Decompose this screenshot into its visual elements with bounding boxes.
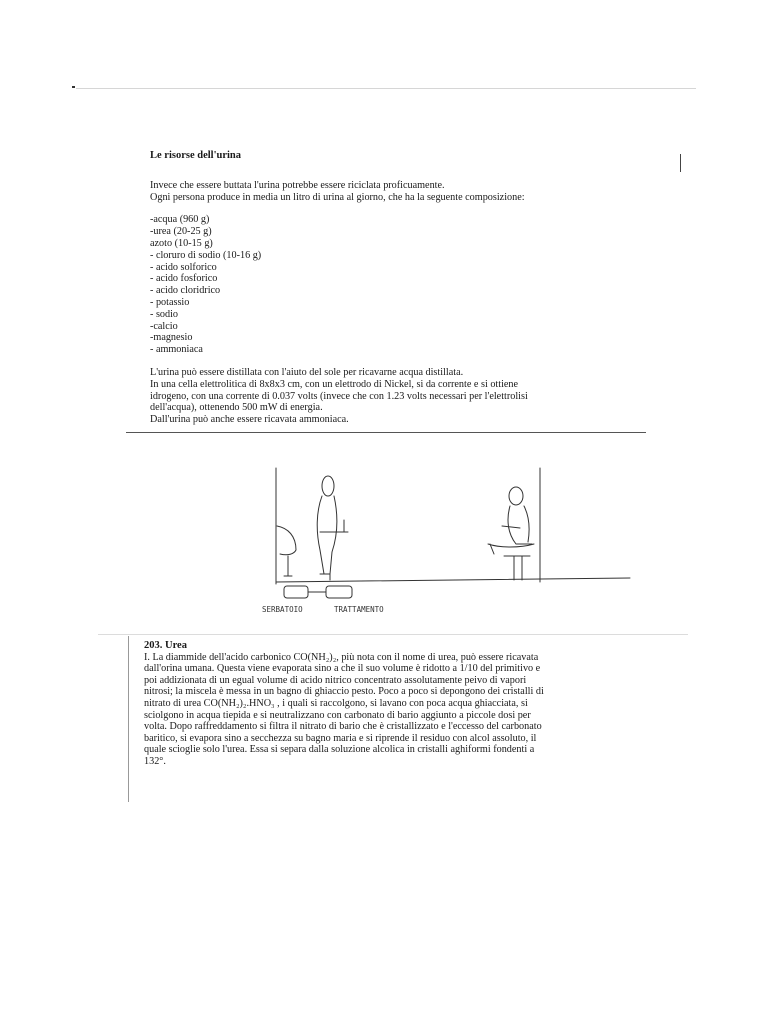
label-tank: SERBATOIO [262, 605, 303, 614]
section-divider [126, 432, 646, 433]
scan-mark [72, 86, 75, 88]
distill-line: In una cella elettrolitica di 8x8x3 cm, con un elettrodo di Nickel, si da corrente e si ottiene [150, 378, 519, 390]
list-item: azoto (10-15 g) [150, 237, 213, 249]
list-item: -magnesio [150, 332, 193, 344]
urea-line: volta. Dopo raffreddamento si filtra il nitrato di bario che è cristallizzato e l'eccesso del carbonato [144, 721, 542, 733]
distill-line: dell'acqua), ottenendo 500 mW di energia. [150, 402, 323, 414]
urea-line: sciolgono in acqua tiepida e si neutralizzano con carbonato di bario aggiunto a piccole dosi per [144, 709, 531, 721]
urea-line: 132°. [144, 755, 166, 767]
label-treatment: TRATTAMENTO [334, 605, 384, 614]
urea-line: dall'orina umana. Questa viene evaporata sino a che il suo volume è ridotto a 1/10 del primitivo e [144, 663, 541, 675]
section-title: Le risorse dell'urina [150, 150, 241, 161]
list-item: -urea (20-25 g) [150, 226, 212, 238]
text-cursor [680, 154, 681, 172]
distill-line: Dall'urina può anche essere ricavata ammoniaca. [150, 414, 349, 426]
distill-line: idrogeno, con una corrente di 0.037 volts (invece che con 1.23 volts necessari per l'elettrolisi [150, 390, 528, 402]
list-item: - ammoniaca [150, 344, 203, 356]
standing-figure-head [322, 476, 334, 496]
page-top-rule [76, 88, 696, 89]
seated-figure-head [509, 487, 523, 505]
list-item: - acido cloridrico [150, 285, 221, 297]
section-divider-lower [98, 634, 688, 635]
list-item: -acqua (960 g) [150, 214, 210, 226]
list-item: - acido fosforico [150, 273, 218, 285]
hand-drawn-sketch [240, 462, 660, 624]
urea-line: nitrosi; la miscela è messa in un bagno di ghiaccio pesto. Poco a poco si depongono dei cristalli di [144, 686, 544, 698]
left-urinal [277, 526, 296, 555]
urea-line: quale scioglie solo l'urea. Essa si separa dalla soluzione alcolica in cristalli aghiformi fondenti a [144, 744, 535, 756]
tank-right [326, 586, 352, 598]
urea-line: poi addizionata di un egual volume di acido nitrico concentrato assolutamente peivo di vapori [144, 674, 527, 686]
list-item: -calcio [150, 320, 178, 332]
section-urine-resources [150, 150, 670, 426]
urea-line: baritico, si evapora sino a secchezza su bagno maria e si riprende il residuo con alcol assoluto, il [144, 732, 537, 744]
intro-line: Invece che essere buttata l'urina potrebbe essere riciclata proficuamente. [150, 179, 445, 191]
list-item: - sodio [150, 308, 179, 320]
list-item: - acido solforico [150, 261, 217, 273]
list-item: - potassio [150, 296, 190, 308]
standing-figure-body [317, 496, 324, 574]
intro-line: Ogni persona produce in media un litro di urina al giorno, che ha la seguente composizione: [150, 191, 525, 203]
distill-line: L'urina può essere distillata con l'aiuto del sole per ricavarne acqua distillata. [150, 366, 464, 378]
urea-lead-line: I. La diammide dell'acido carbonico CO(NH₂)₂, più nota con il nome di urea, può essere ricavata [144, 651, 539, 663]
list-item: - cloruro di sodio (10-16 g) [150, 249, 262, 261]
urea-line: nitrato di urea CO(NH₂)₂.HNO₃ , i quali si raccolgono, si lavano con poca acqua ghiacciata, si [144, 697, 528, 709]
composition-list [150, 214, 670, 356]
section-title: 203. Urea [144, 640, 187, 651]
section-urea [144, 640, 684, 768]
margin-bar [128, 636, 129, 802]
tank-left [284, 586, 308, 598]
ground-line [276, 578, 630, 582]
